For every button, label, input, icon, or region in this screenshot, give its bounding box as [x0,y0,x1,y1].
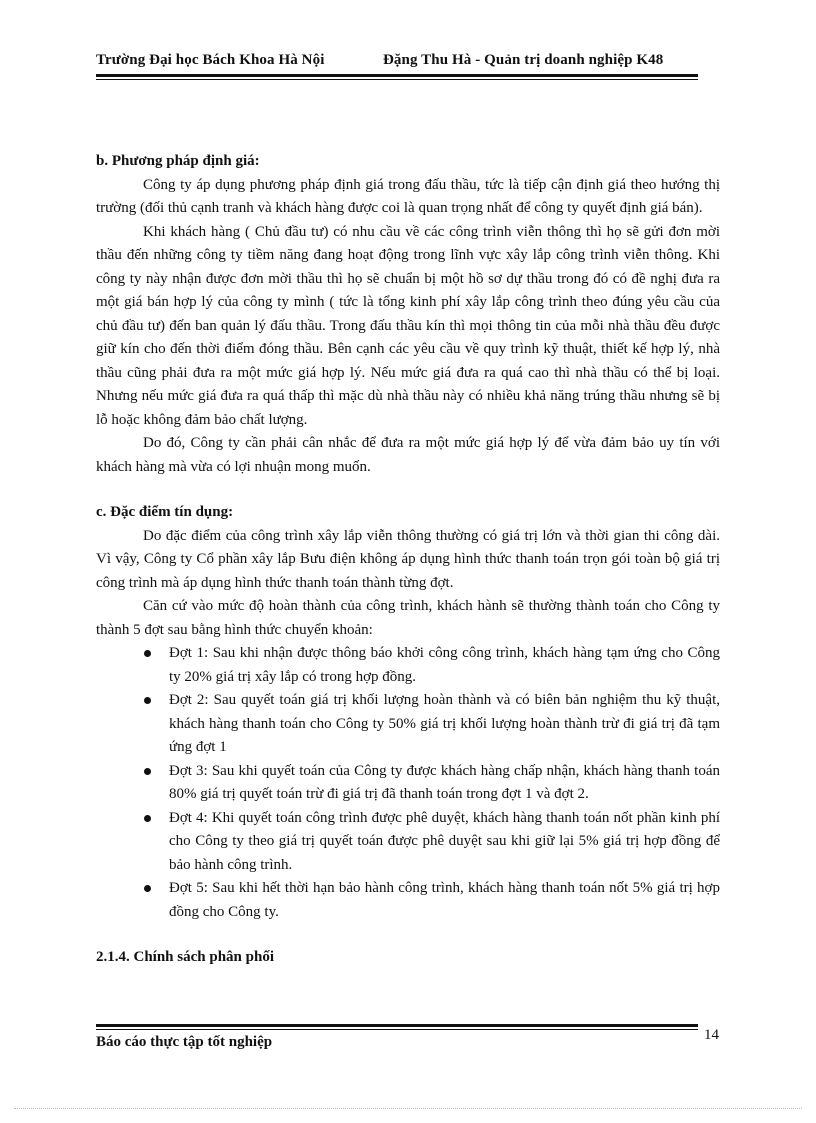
list-item [96,642,720,689]
spacer [96,479,720,501]
list-item [96,877,720,924]
bullet-dot-icon [144,815,151,822]
list-item [96,689,720,760]
bullet-dot-icon [144,768,151,775]
bullet-dot-icon [144,650,151,657]
list-item [96,807,720,878]
header-rule-thin [96,79,698,80]
header-author: Đặng Thu Hà - Quản trị doanh nghiệp K48 [383,52,664,68]
section-c-paragraph-1: Do đặc điểm của công trình xây lắp viễn thông thường có giá trị lớn và thời gian thi công dài. Vì vậy, Công ty Cổ phần xây lắp Bưu điện không áp dụng hình thức thanh toán trọn gói toàn bộ giá trị công trình mà áp dụng hình thức thanh toán thành từng đợt. [96,527,720,591]
header-rule-thick [96,74,698,77]
page-number: 14 [704,1027,719,1043]
section-b-heading: b. Phương pháp định giá: [96,153,260,169]
footer-label: Báo cáo thực tập tốt nghiệp [96,1034,273,1050]
list-item-text: Đợt 1: Sau khi nhận được thông báo khởi công công trình, khách hàng tạm ứng cho Công ty 20% giá trị xây lắp có trong hợp đồng. [169,645,720,685]
page-header [96,52,696,72]
header-university: Trường Đại học Bách Khoa Hà Nội [96,52,325,68]
page-body [96,150,720,970]
section-b-paragraph-1: Công ty áp dụng phương pháp định giá trong đấu thầu, tức là tiếp cận định giá theo hướng thị trường (đối thủ cạnh tranh và khách hàng được coi là quan trọng nhất để công ty quyết định giá bán). [96,176,720,216]
list-item-text: Đợt 5: Sau khi hết thời hạn bảo hành công trình, khách hàng thanh toán nốt 5% giá trị hợp đồng cho Công ty. [169,880,720,920]
payment-stage-list [96,642,720,924]
section-b-paragraph-3: Do đó, Công ty cần phải cân nhắc để đưa ra một mức giá hợp lý để vừa đảm bảo uy tín với khách hàng mà vừa có lợi nhuận mong muốn. [96,435,720,475]
list-item [96,760,720,807]
footer-rule-thin [96,1029,698,1030]
section-214-heading: 2.1.4. Chính sách phân phối [96,949,274,965]
list-item-text: Đợt 3: Sau khi quyết toán của Công ty được khách hàng chấp nhận, khách hàng thanh toán 80% giá trị quyết toán trừ đi giá trị đã thanh toán trong đợt 1 và đợt 2. [169,762,720,802]
list-item-text: Đợt 2: Sau quyết toán giá trị khối lượng hoàn thành và có biên bản nghiệm thu kỹ thuật, khách hàng thanh toán cho Công ty 50% giá trị khối lượng hoàn thành trừ đi giá trị đã tạm ứng đợt 1 [169,692,720,755]
section-c-heading: c. Đặc điểm tín dụng: [96,504,234,520]
bullet-dot-icon [144,697,151,704]
section-b-paragraph-2: Khi khách hàng ( Chủ đầu tư) có nhu cầu về các công trình viễn thông thì họ sẽ gửi đơn mời thầu đến những công ty tiềm năng đang hoạt động trong lĩnh vực xây lắp công trình viễn thông. Khi công ty này nhận được đơn mời thầu thì họ sẽ chuẩn bị một hồ sơ dự thầu trong đó có đề nghị đưa ra một giá bán hợp lý của công ty mình ( tức là tổng kinh phí xây lắp công trình theo đúng yêu cầu của chủ đầu tư) đến ban quản lý đấu thầu. Trong đấu thầu kín thì mọi thông tin của mỗi nhà thầu đều được giữ kín cho đến thời điểm đóng thầu. Bên cạnh các yêu cầu về quy trình kỹ thuật, thiết kế hợp lý, nhà thầu cũng phải đưa ra một mức giá hợp lý. Nếu mức giá đưa ra quá cao thì nhà thầu có thể bị loại. Nhưng nếu mức giá đưa ra quá thấp thì mặc dù nhà thầu này có nhiều khả năng trúng thầu nhưng sẽ bị lỗ hoặc không đảm bảo chất lượng. [96,223,720,428]
list-item-text: Đợt 4: Khi quyết toán công trình được phê duyệt, khách hàng thanh toán nốt phần kinh phí cho Công ty theo giá trị quyết toán được phê duyệt sau khi giữ lại 5% giá trị hợp đồng để bảo hành công trình. [169,809,720,873]
spacer [96,924,720,946]
page-edge-dotted [14,1108,802,1109]
bullet-dot-icon [144,885,151,892]
footer-rule-thick [96,1024,698,1027]
section-c-paragraph-2: Căn cứ vào mức độ hoàn thành của công trình, khách hành sẽ thường thành toán cho Công ty thành 5 đợt sau bằng hình thức chuyển khoản: [96,598,720,638]
